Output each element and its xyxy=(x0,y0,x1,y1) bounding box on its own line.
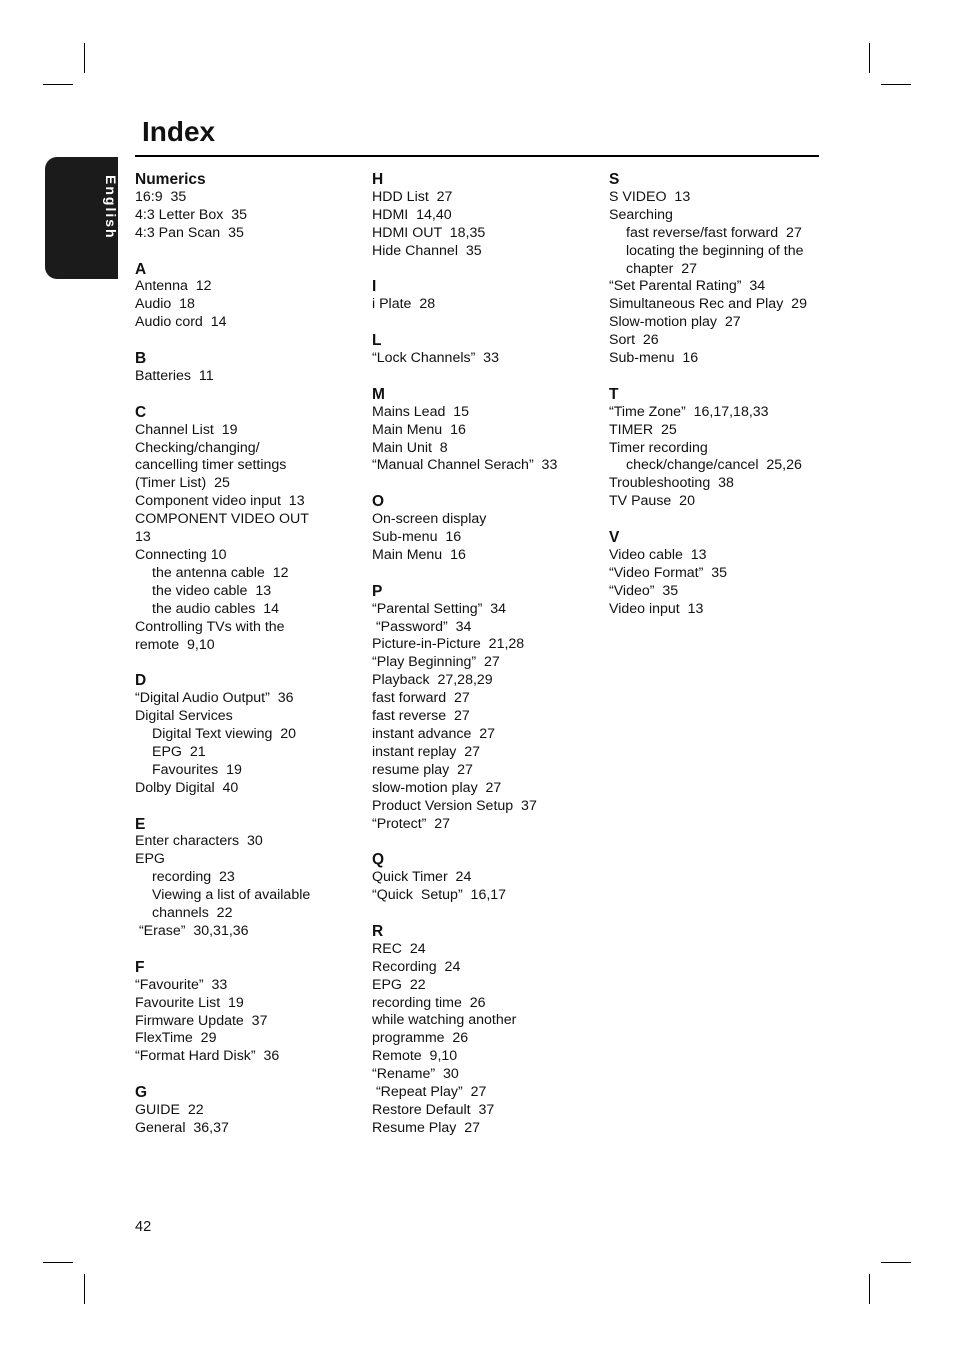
index-entry: “Format Hard Disk” 36 xyxy=(135,1048,280,1065)
index-entry: instant advance 27 xyxy=(372,726,496,743)
index-entry: Main Menu 16 xyxy=(372,546,466,563)
index-section xyxy=(135,350,335,386)
index-entry: “Erase” 30,31,36 xyxy=(135,922,249,939)
index-entry: 13 xyxy=(135,529,151,546)
index-entry: Main Menu 16 xyxy=(372,421,466,438)
index-entry: Antenna 12 xyxy=(135,278,212,295)
index-entry: Main Unit 8 xyxy=(372,439,448,456)
index-entry: EPG xyxy=(135,851,165,868)
index-entry: Picture-in-Picture 21,28 xyxy=(372,636,525,653)
index-entry: “Lock Channels” 33 xyxy=(372,350,499,367)
index-entry: REC 24 xyxy=(372,940,426,957)
index-entry: Digital Services xyxy=(135,708,233,725)
index-entry: Checking/changing/ xyxy=(135,439,260,456)
page-title: Index xyxy=(142,116,216,147)
index-entry: fast forward 27 xyxy=(372,690,470,707)
index-section xyxy=(135,404,335,655)
index-entry: EPG 22 xyxy=(372,976,426,993)
crop-mark xyxy=(84,1274,85,1304)
index-entry: Favourite List 19 xyxy=(135,994,244,1011)
crop-mark xyxy=(43,1262,73,1263)
index-section xyxy=(372,851,572,905)
index-entry: fast reverse 27 xyxy=(372,708,470,725)
index-entry: remote 9,10 xyxy=(135,636,215,653)
index-entry: Video cable 13 xyxy=(609,547,707,563)
index-entry: “Video Format” 35 xyxy=(609,564,728,581)
crop-mark xyxy=(869,43,870,73)
section-letter: F xyxy=(135,958,145,976)
index-subentry: the antenna cable 12 xyxy=(152,564,289,581)
index-entry: Component video input 13 xyxy=(135,493,305,510)
index-entry: GUIDE 22 xyxy=(135,1102,204,1119)
index-subentry: recording 23 xyxy=(152,869,235,886)
index-entry: Controlling TVs with the xyxy=(135,618,285,635)
index-entry: i Plate 28 xyxy=(372,296,436,313)
index-entry: Slow-motion play 27 xyxy=(609,314,741,331)
index-section xyxy=(135,959,335,1066)
section-letter: C xyxy=(135,403,147,421)
section-letter: I xyxy=(372,278,377,296)
index-entry: 16:9 35 xyxy=(135,188,187,205)
section-letter: A xyxy=(135,260,147,278)
index-entry: Sub-menu 16 xyxy=(372,529,462,546)
section-letter: V xyxy=(609,529,620,547)
index-subentry: channels 22 xyxy=(152,905,233,922)
index-entry: Product Version Setup 37 xyxy=(372,797,537,814)
index-column-2 xyxy=(372,171,572,1138)
index-subentry: check/change/cancel 25,26 xyxy=(626,457,802,474)
crop-mark xyxy=(881,84,911,85)
index-entry: Restore Default 37 xyxy=(372,1102,495,1119)
index-entry: cancelling timer settings xyxy=(135,457,287,474)
index-entry: (Timer List) 25 xyxy=(135,475,230,492)
index-entry: Enter characters 30 xyxy=(135,833,263,850)
index-subentry: Viewing a list of available xyxy=(152,887,311,904)
crop-mark xyxy=(84,43,85,73)
section-letter: O xyxy=(372,493,385,511)
index-section xyxy=(372,583,572,834)
index-entry: COMPONENT VIDEO OUT xyxy=(135,511,309,528)
index-section xyxy=(135,1084,335,1138)
section-letter: Numerics xyxy=(135,171,206,188)
index-section xyxy=(609,529,821,619)
index-entry: resume play 27 xyxy=(372,761,473,778)
index-entry: instant replay 27 xyxy=(372,743,481,760)
index-entry: “Quick Setup” 16,17 xyxy=(372,887,507,904)
index-entry: Audio 18 xyxy=(135,296,195,313)
index-entry: “Password” 34 xyxy=(372,618,472,635)
index-entry: Searching xyxy=(609,206,673,223)
index-entry: Hide Channel 35 xyxy=(372,242,482,259)
index-entry: TIMER 25 xyxy=(609,421,677,438)
section-letter: P xyxy=(372,582,383,600)
index-entry: Video input 13 xyxy=(609,600,704,617)
index-entry: “Video” 35 xyxy=(609,582,679,599)
index-entry: Troubleshooting 38 xyxy=(609,475,734,492)
index-subentry: EPG 21 xyxy=(152,743,206,760)
index-section xyxy=(372,386,572,476)
index-subentry: locating the beginning of the xyxy=(626,242,804,259)
section-letter: B xyxy=(135,350,147,368)
section-letter: L xyxy=(372,332,382,350)
index-subentry: the audio cables 14 xyxy=(152,600,279,617)
index-entry: Resume Play 27 xyxy=(372,1119,481,1136)
index-entry: Channel List 19 xyxy=(135,421,238,438)
index-subentry: chapter 27 xyxy=(626,260,697,277)
index-section xyxy=(372,493,572,565)
section-letter: R xyxy=(372,922,384,940)
crop-mark xyxy=(881,1262,911,1263)
index-entry: “Manual Channel Serach” 33 xyxy=(372,457,558,474)
index-entry: 4:3 Pan Scan 35 xyxy=(135,224,244,241)
index-section xyxy=(609,386,821,511)
index-entry: “Time Zone” 16,17,18,33 xyxy=(609,403,769,420)
index-entry: Firmware Update 37 xyxy=(135,1012,268,1029)
index-subentry: Digital Text viewing 20 xyxy=(152,726,297,743)
index-section xyxy=(372,278,572,314)
index-subentry: Favourites 19 xyxy=(152,761,242,778)
index-section xyxy=(135,261,335,333)
section-letter: M xyxy=(372,385,385,403)
index-entry: Simultaneous Rec and Play 29 xyxy=(609,296,807,313)
index-entry: FlexTime 29 xyxy=(135,1030,217,1047)
index-section xyxy=(135,816,335,941)
index-entry: Sub-menu 16 xyxy=(609,350,699,367)
index-subentry: the video cable 13 xyxy=(152,582,272,599)
index-section xyxy=(135,171,335,243)
index-entry: Timer recording xyxy=(609,439,708,456)
page-number: 42 xyxy=(135,1219,152,1235)
title-rule xyxy=(135,155,819,157)
index-entry: Remote 9,10 xyxy=(372,1048,458,1065)
index-entry: “Repeat Play” 27 xyxy=(372,1084,487,1101)
index-section xyxy=(372,332,572,368)
index-entry: Audio cord 14 xyxy=(135,314,227,331)
index-entry: HDMI OUT 18,35 xyxy=(372,224,486,241)
section-letter: G xyxy=(135,1084,148,1102)
section-letter: T xyxy=(609,385,619,403)
index-entry: 4:3 Letter Box 35 xyxy=(135,206,247,223)
section-letter: S xyxy=(609,171,620,188)
index-entry: TV Pause 20 xyxy=(609,493,695,510)
crop-mark xyxy=(869,1274,870,1304)
section-letter: Q xyxy=(372,851,385,869)
crop-mark xyxy=(43,84,73,85)
index-entry: HDMI 14,40 xyxy=(372,206,452,223)
language-tab xyxy=(45,157,118,279)
index-section xyxy=(135,672,335,797)
index-entry: Dolby Digital 40 xyxy=(135,779,239,796)
index-entry: programme 26 xyxy=(372,1030,469,1047)
index-entry: slow-motion play 27 xyxy=(372,779,502,796)
index-entry: “Parental Setting” 34 xyxy=(372,600,507,617)
index-section xyxy=(372,171,572,261)
section-letter: D xyxy=(135,672,147,690)
index-entry: “Favourite” 33 xyxy=(135,976,228,993)
index-entry: On-screen display xyxy=(372,511,487,528)
index-entry: Connecting 10 xyxy=(135,546,227,563)
index-entry: recording time 26 xyxy=(372,994,486,1011)
index-entry: Mains Lead 15 xyxy=(372,403,470,420)
index-entry: S VIDEO 13 xyxy=(609,188,691,205)
index-entry: HDD List 27 xyxy=(372,188,453,205)
index-entry: General 36,37 xyxy=(135,1119,229,1136)
index-entry: “Play Beginning” 27 xyxy=(372,654,500,671)
index-entry: “Set Parental Rating” 34 xyxy=(609,278,766,295)
index-entry: Playback 27,28,29 xyxy=(372,672,493,689)
index-entry: “Rename” 30 xyxy=(372,1066,459,1083)
index-entry: Sort 26 xyxy=(609,332,659,349)
index-entry: Recording 24 xyxy=(372,958,461,975)
index-entry: “Protect” 27 xyxy=(372,815,451,832)
section-letter: E xyxy=(135,815,146,833)
index-subentry: fast reverse/fast forward 27 xyxy=(626,224,802,241)
index-section xyxy=(609,171,821,368)
index-entry: Quick Timer 24 xyxy=(372,869,472,886)
section-letter: H xyxy=(372,171,384,188)
index-entry: while watching another xyxy=(372,1012,517,1029)
index-column-3 xyxy=(609,171,821,619)
index-entry: Batteries 11 xyxy=(135,367,214,384)
language-tab-label: English xyxy=(103,175,119,240)
index-section xyxy=(372,923,572,1138)
index-entry: “Digital Audio Output” 36 xyxy=(135,690,294,707)
index-column-1 xyxy=(135,171,335,1138)
